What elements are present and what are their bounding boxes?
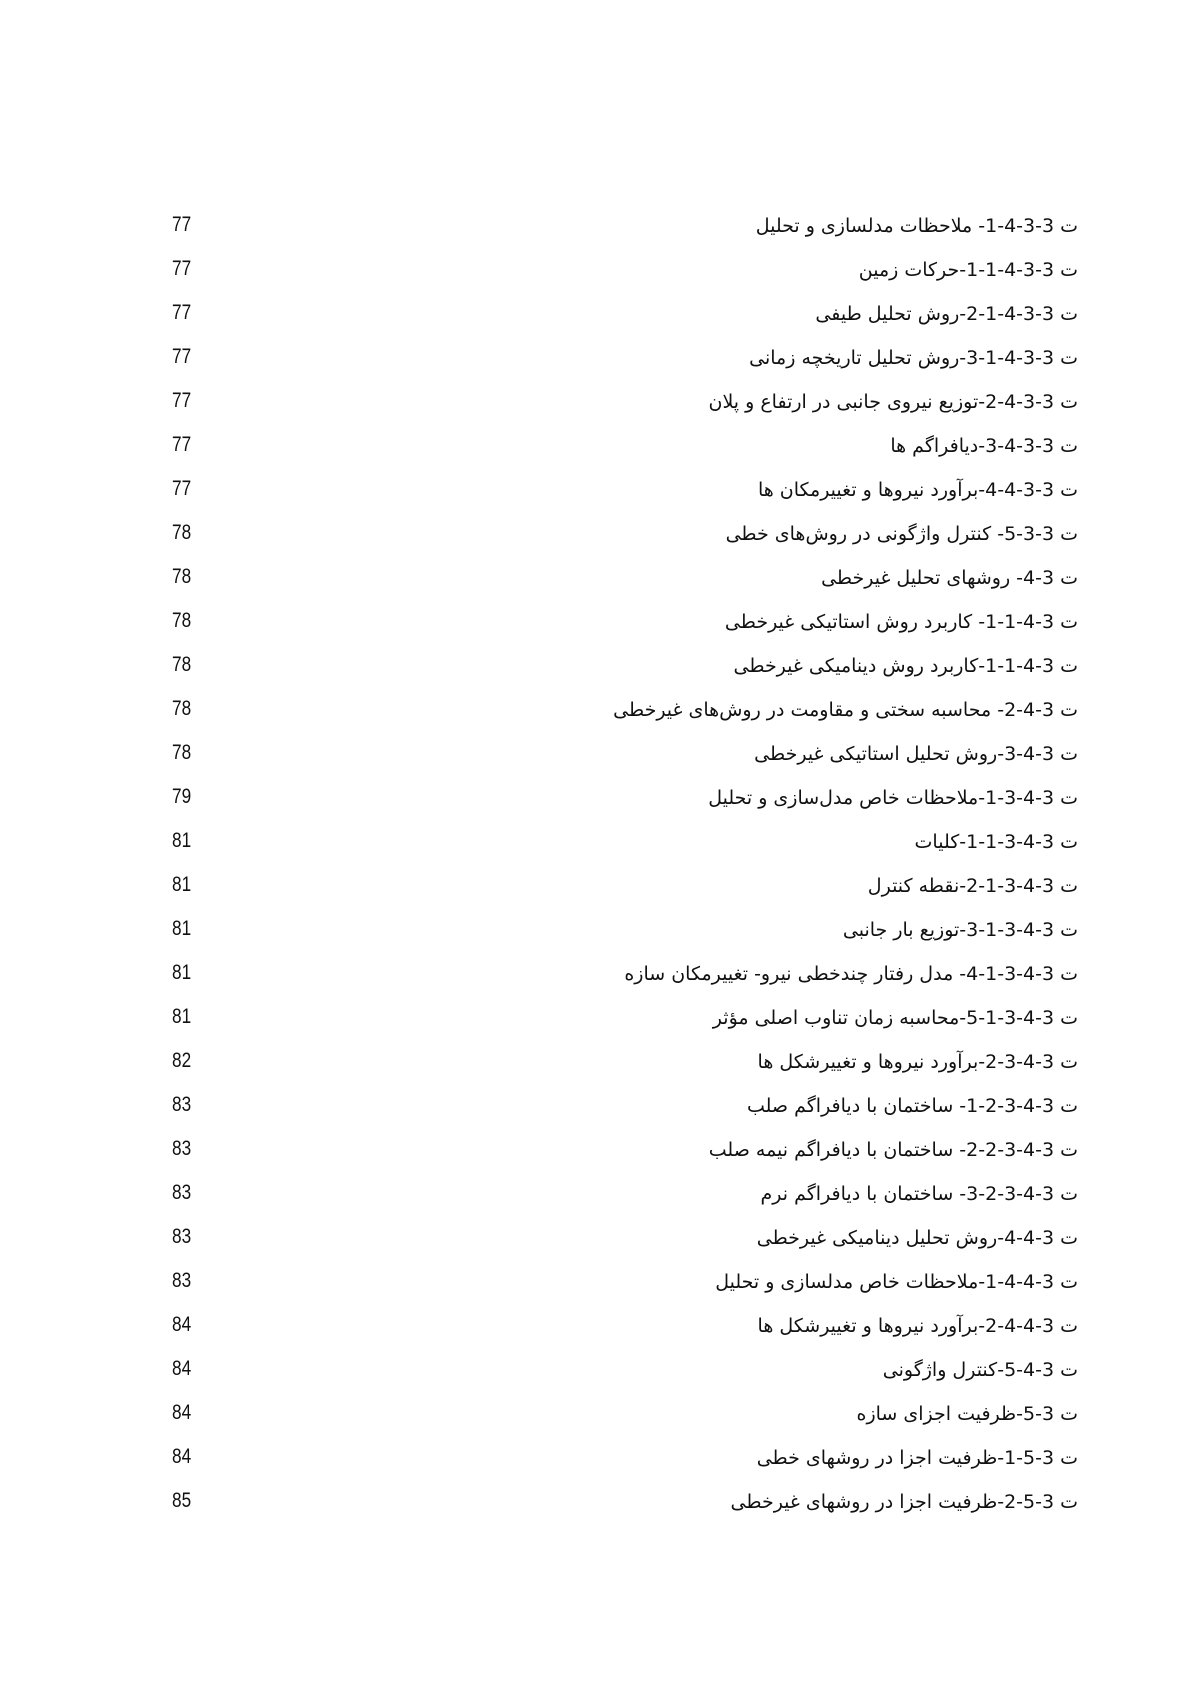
toc-entry-page-number: 81 (172, 961, 192, 984)
toc-entry-title: ت 3-3-4-2-توزیع نیروی جانبی در ارتفاع و پلان (708, 391, 1078, 413)
toc-entry-title: ت 3-4-4-2-برآورد نیروها و تغییرشکل ها (757, 1315, 1078, 1337)
toc-entry-page-number: 78 (172, 697, 192, 720)
toc-entry-title: ت 3-3-5- کنترل واژگونی در روش‌های خطی (725, 523, 1078, 545)
toc-entry-page-number: 77 (172, 301, 192, 324)
toc-entry-page-number: 77 (172, 389, 192, 412)
toc-entry[interactable] (0, 1003, 1191, 1047)
toc-entry-page-number: 83 (172, 1181, 192, 1204)
toc-entry-title: ت 3-5-ظرفیت اجزای سازه (856, 1403, 1078, 1425)
toc-entry[interactable] (0, 1091, 1191, 1135)
toc-entry-page-number: 83 (172, 1137, 192, 1160)
toc-entry[interactable] (0, 607, 1191, 651)
toc-entry[interactable] (0, 651, 1191, 695)
toc-entry-page-number: 78 (172, 521, 192, 544)
toc-entry-page-number: 84 (172, 1445, 192, 1468)
toc-entry-page-number: 84 (172, 1401, 192, 1424)
toc-entry-title: ت 3-4-4-1-ملاحظات خاص مدلسازی و تحلیل (715, 1271, 1078, 1293)
toc-entry-title: ت 3-4-3-2-3- ساختمان با دیافراگم نرم (760, 1183, 1078, 1205)
toc-entry[interactable] (0, 871, 1191, 915)
toc-entry-title: ت 3-4-3-1-2-نقطه کنترل (867, 875, 1078, 897)
toc-entry-title: ت 3-4-3-1-1-کلیات (914, 831, 1078, 853)
toc-entry[interactable] (0, 695, 1191, 739)
toc-entry[interactable] (0, 739, 1191, 783)
toc-entry-title: ت 3-3-4-1-2-روش تحلیل طیفی (815, 303, 1078, 325)
toc-entry-title: ت 3-4-1-1-کاربرد روش دینامیکی غیرخطی (733, 655, 1078, 677)
toc-entry-page-number: 78 (172, 653, 192, 676)
toc-entry-page-number: 82 (172, 1049, 192, 1072)
toc-entry-page-number: 83 (172, 1269, 192, 1292)
toc-entry[interactable] (0, 827, 1191, 871)
toc-entry-page-number: 81 (172, 829, 192, 852)
toc-entry-title: ت 3-5-2-ظرفیت اجزا در روشهای غیرخطی (730, 1491, 1078, 1513)
toc-entry[interactable] (0, 915, 1191, 959)
toc-entry-page-number: 77 (172, 477, 192, 500)
toc-entry-title: ت 3-3-4-1-3-روش تحلیل تاریخچه زمانی (749, 347, 1078, 369)
toc-entry[interactable] (0, 343, 1191, 387)
toc-entry[interactable] (0, 255, 1191, 299)
toc-entry-title: ت 3-4-3-2-2- ساختمان با دیافراگم نیمه صلب (708, 1139, 1078, 1161)
toc-entry-page-number: 81 (172, 1005, 192, 1028)
toc-entry-title: ت 3-3-4-1- ملاحظات مدلسازی و تحلیل (755, 215, 1078, 237)
toc-entry[interactable] (0, 299, 1191, 343)
toc-entry-title: ت 3-4-3-1-3-توزیع بار جانبی (842, 919, 1078, 941)
table-of-contents (0, 211, 1191, 1531)
toc-entry-title: ت 3-4-3-1-5-محاسبه زمان تناوب اصلی مؤثر (712, 1007, 1078, 1029)
toc-entry-page-number: 78 (172, 741, 192, 764)
toc-entry-title: ت 3-4-2- محاسبه سختی و مقاومت در روش‌های غیرخطی (613, 699, 1078, 721)
toc-entry-title: ت 3-4-3-روش تحلیل استاتیکی غیرخطی (754, 743, 1078, 765)
toc-entry[interactable] (0, 1443, 1191, 1487)
toc-entry[interactable] (0, 1179, 1191, 1223)
toc-entry[interactable] (0, 431, 1191, 475)
toc-entry-page-number: 83 (172, 1225, 192, 1248)
toc-entry-title: ت 3-4-4-روش تحلیل دینامیکی غیرخطی (756, 1227, 1078, 1249)
toc-entry-page-number: 78 (172, 565, 192, 588)
toc-entry-page-number: 85 (172, 1489, 192, 1512)
toc-entry-title: ت 3-4-1-1- کاربرد روش استاتیکی غیرخطی (724, 611, 1078, 633)
toc-entry-page-number: 77 (172, 213, 192, 236)
toc-entry[interactable] (0, 1047, 1191, 1091)
toc-entry[interactable] (0, 563, 1191, 607)
toc-entry-title: ت 3-4-3-2-1- ساختمان با دیافراگم صلب (746, 1095, 1078, 1117)
toc-entry-page-number: 84 (172, 1357, 192, 1380)
toc-entry-title: ت 3-4- روشهای تحلیل غیرخطی (821, 567, 1078, 589)
toc-entry-page-number: 84 (172, 1313, 192, 1336)
toc-entry[interactable] (0, 959, 1191, 1003)
toc-entry[interactable] (0, 783, 1191, 827)
toc-entry-page-number: 78 (172, 609, 192, 632)
toc-entry[interactable] (0, 1399, 1191, 1443)
toc-entry[interactable] (0, 1487, 1191, 1531)
toc-entry-title: ت 3-3-4-4-برآورد نیروها و تغییرمکان ها (757, 479, 1078, 501)
toc-entry[interactable] (0, 1311, 1191, 1355)
toc-entry-page-number: 81 (172, 873, 192, 896)
toc-entry[interactable] (0, 475, 1191, 519)
toc-entry-title: ت 3-4-3-1-ملاحظات خاص مدل‌سازی و تحلیل (708, 787, 1078, 809)
toc-entry-page-number: 77 (172, 345, 192, 368)
toc-entry-title: ت 3-4-3-2-برآورد نیروها و تغییرشکل ها (757, 1051, 1078, 1073)
toc-entry[interactable] (0, 387, 1191, 431)
toc-entry[interactable] (0, 1135, 1191, 1179)
toc-entry-page-number: 79 (172, 785, 192, 808)
toc-entry-title: ت 3-3-4-1-1-حرکات زمین (858, 259, 1078, 281)
toc-entry[interactable] (0, 211, 1191, 255)
toc-entry-title: ت 3-4-5-کنترل واژگونی (882, 1359, 1078, 1381)
toc-entry-page-number: 77 (172, 257, 192, 280)
toc-entry[interactable] (0, 519, 1191, 563)
toc-entry-title: ت 3-5-1-ظرفیت اجزا در روشهای خطی (756, 1447, 1078, 1469)
toc-entry[interactable] (0, 1355, 1191, 1399)
toc-entry-page-number: 83 (172, 1093, 192, 1116)
toc-entry[interactable] (0, 1267, 1191, 1311)
toc-entry-page-number: 81 (172, 917, 192, 940)
toc-entry[interactable] (0, 1223, 1191, 1267)
toc-entry-title: ت 3-4-3-1-4- مدل رفتار چندخطی نیرو- تغییرمکان سازه (624, 963, 1078, 985)
toc-entry-page-number: 77 (172, 433, 192, 456)
toc-entry-title: ت 3-3-4-3-دیافراگم ها (890, 435, 1078, 457)
